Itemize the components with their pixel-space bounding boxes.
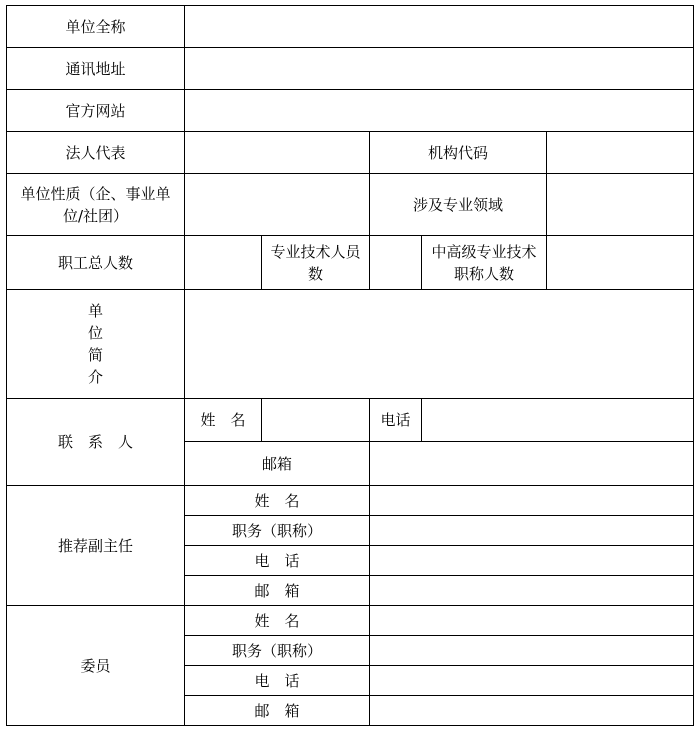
field-contact-phone[interactable] bbox=[422, 399, 694, 442]
label-vice-director: 推荐副主任 bbox=[7, 486, 185, 606]
field-member-email[interactable] bbox=[370, 696, 694, 726]
field-member-title[interactable] bbox=[370, 636, 694, 666]
label-member-name: 姓 名 bbox=[185, 606, 370, 636]
registration-form-table bbox=[6, 5, 694, 726]
field-contact-email[interactable] bbox=[370, 442, 694, 486]
intro-char-1: 单 bbox=[87, 302, 103, 320]
label-member: 委员 bbox=[7, 606, 185, 726]
label-address: 通讯地址 bbox=[7, 48, 185, 90]
field-unit-nature[interactable] bbox=[185, 174, 370, 236]
label-unit-full-name: 单位全称 bbox=[7, 6, 185, 48]
label-member-title: 职务（职称） bbox=[185, 636, 370, 666]
row-legal-rep bbox=[7, 132, 694, 174]
label-tech-staff: 专业技术人员数 bbox=[262, 236, 370, 290]
field-address[interactable] bbox=[185, 48, 694, 90]
intro-char-2: 位 bbox=[87, 324, 103, 342]
label-field: 涉及专业领域 bbox=[370, 174, 547, 236]
field-unit-full-name[interactable] bbox=[185, 6, 694, 48]
field-member-name[interactable] bbox=[370, 606, 694, 636]
field-total-staff[interactable] bbox=[185, 236, 262, 290]
label-vice-email: 邮 箱 bbox=[185, 576, 370, 606]
label-contact-phone: 电话 bbox=[370, 399, 422, 442]
field-vice-title[interactable] bbox=[370, 516, 694, 546]
row-unit-full-name bbox=[7, 6, 694, 48]
row-intro bbox=[7, 290, 694, 399]
row-website bbox=[7, 90, 694, 132]
field-vice-email[interactable] bbox=[370, 576, 694, 606]
intro-char-4: 介 bbox=[87, 368, 103, 386]
field-contact-name[interactable] bbox=[262, 399, 370, 442]
row-vice-name bbox=[7, 486, 694, 516]
row-contact-name bbox=[7, 399, 694, 442]
field-member-phone[interactable] bbox=[370, 666, 694, 696]
label-contact: 联 系 人 bbox=[7, 399, 185, 486]
label-legal-rep: 法人代表 bbox=[7, 132, 185, 174]
label-vice-phone: 电 话 bbox=[185, 546, 370, 576]
row-address bbox=[7, 48, 694, 90]
label-unit-nature: 单位性质（企、事业单位/社团） bbox=[7, 174, 185, 236]
field-tech-staff[interactable] bbox=[370, 236, 422, 290]
field-senior-staff[interactable] bbox=[547, 236, 694, 290]
label-member-phone: 电 话 bbox=[185, 666, 370, 696]
field-vice-phone[interactable] bbox=[370, 546, 694, 576]
label-senior-staff: 中高级专业技术职称人数 bbox=[422, 236, 547, 290]
label-total-staff: 职工总人数 bbox=[7, 236, 185, 290]
field-vice-name[interactable] bbox=[370, 486, 694, 516]
field-legal-rep[interactable] bbox=[185, 132, 370, 174]
label-contact-email: 邮箱 bbox=[185, 442, 370, 486]
label-vice-title: 职务（职称） bbox=[185, 516, 370, 546]
label-intro bbox=[7, 290, 185, 399]
label-vice-name: 姓 名 bbox=[185, 486, 370, 516]
field-intro[interactable] bbox=[185, 290, 694, 399]
label-org-code: 机构代码 bbox=[370, 132, 547, 174]
field-professional-field[interactable] bbox=[547, 174, 694, 236]
intro-char-3: 简 bbox=[87, 346, 103, 364]
field-org-code[interactable] bbox=[547, 132, 694, 174]
row-member-name bbox=[7, 606, 694, 636]
label-contact-name: 姓 名 bbox=[185, 399, 262, 442]
row-unit-nature bbox=[7, 174, 694, 236]
label-member-email: 邮 箱 bbox=[185, 696, 370, 726]
row-staff bbox=[7, 236, 694, 290]
field-website[interactable] bbox=[185, 90, 694, 132]
label-website: 官方网站 bbox=[7, 90, 185, 132]
